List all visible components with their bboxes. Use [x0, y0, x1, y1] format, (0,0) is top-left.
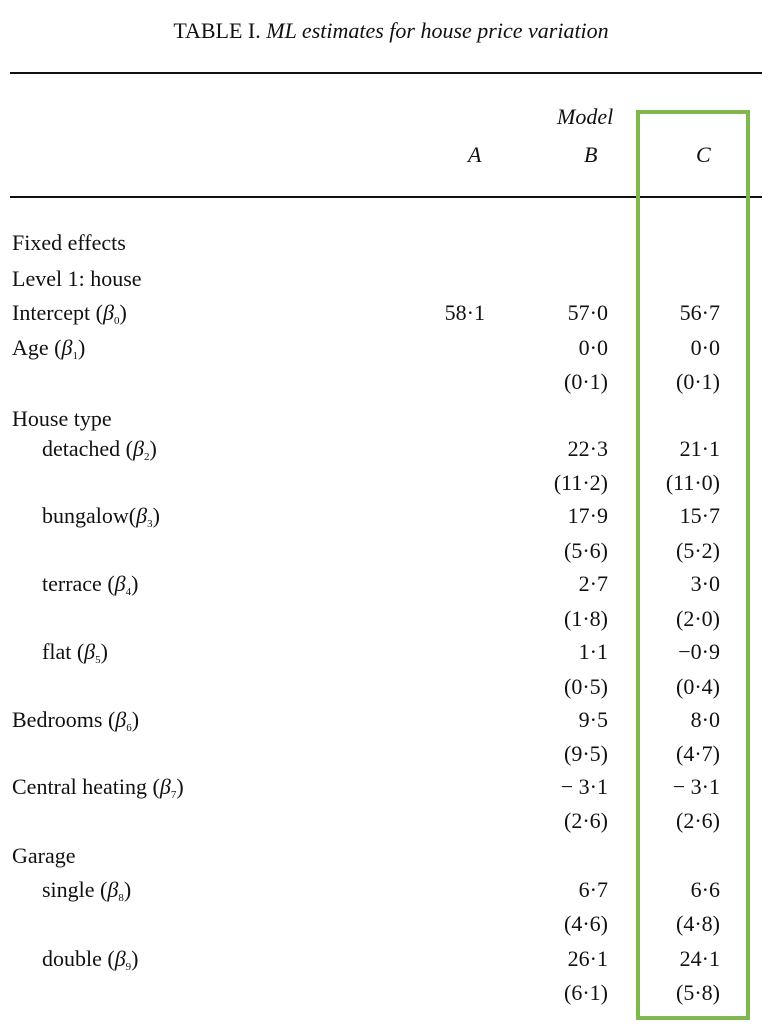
cell-model-b: − 3·1	[560, 774, 608, 799]
close-paren: )	[77, 335, 86, 360]
highlight-box-column-c	[636, 110, 750, 1020]
cell-model-b: 57·0	[567, 300, 608, 325]
close-paren: )	[100, 639, 108, 664]
cell-model-c: (0·1)	[676, 369, 720, 394]
beta-symbol: β	[107, 877, 119, 902]
cell-model-c: 8·0	[690, 707, 720, 732]
beta-subscript: 8	[118, 892, 124, 904]
cell-model-c: − 3·1	[672, 774, 720, 799]
row-label-text: Level 1: house	[12, 266, 142, 291]
cell-model-b: (5·6)	[564, 538, 608, 563]
cell-model-a: 58·1	[444, 300, 485, 325]
cell-model-b: (6·1)	[564, 980, 608, 1005]
row-label-text: Intercept (	[12, 300, 103, 325]
close-paren: )	[119, 300, 127, 325]
close-paren: )	[152, 503, 160, 528]
cell-model-c: (11·0)	[665, 470, 720, 495]
cell-model-b: (0·1)	[564, 369, 608, 394]
beta-subscript: 2	[143, 451, 150, 463]
row-label	[12, 707, 139, 734]
beta-subscript: 1	[72, 350, 78, 362]
cell-model-c: 21·1	[679, 436, 720, 461]
cell-model-b: (11·2)	[553, 470, 608, 495]
row-label	[42, 639, 108, 666]
beta-subscript: 9	[125, 961, 132, 973]
table-title	[0, 18, 782, 44]
beta-symbol: β	[114, 946, 126, 971]
row-label-text: flat (	[42, 639, 85, 664]
cell-model-c: (2·0)	[676, 606, 720, 631]
beta-symbol: β	[115, 707, 127, 732]
beta-subscript: 7	[170, 789, 177, 801]
cell-model-c: 3·0	[690, 571, 720, 596]
row-label-text: Age (	[12, 335, 62, 360]
cell-model-b: 9·5	[578, 707, 608, 732]
cell-model-c: (0·4)	[676, 674, 720, 699]
row-label	[42, 877, 131, 904]
cell-model-c: 15·7	[679, 503, 720, 528]
cell-model-b: 6·7	[578, 877, 608, 902]
row-label-text: single (	[42, 877, 108, 902]
row-label-text: House type	[12, 406, 112, 431]
cell-model-c: 0·0	[690, 335, 720, 360]
cell-model-b: 2·7	[578, 571, 608, 596]
column-header-a: A	[468, 142, 482, 167]
row-label	[12, 774, 184, 801]
beta-symbol: β	[136, 503, 148, 528]
cell-model-b: 26·1	[567, 946, 608, 971]
beta-symbol: β	[133, 436, 144, 461]
cell-model-c: 6·6	[690, 877, 720, 902]
column-header-b: B	[584, 142, 598, 167]
cell-model-b: 22·3	[567, 436, 608, 461]
beta-subscript: 4	[125, 586, 132, 598]
beta-symbol: β	[84, 639, 96, 664]
row-label	[12, 300, 127, 327]
cell-model-b: 17·9	[567, 503, 608, 528]
cell-model-b: 0·0	[578, 335, 608, 360]
cell-model-c: (2·6)	[676, 808, 720, 833]
row-label-text: Bedrooms (	[12, 707, 116, 732]
row-label	[12, 406, 112, 432]
row-label	[42, 436, 157, 463]
beta-subscript: 3	[147, 518, 153, 530]
row-label-text: Garage	[12, 843, 76, 868]
row-label-text: detached (	[42, 436, 133, 461]
cell-model-b: (2·6)	[564, 808, 608, 833]
row-label	[12, 843, 76, 869]
beta-symbol: β	[114, 571, 126, 596]
cell-model-c: (4·7)	[676, 741, 720, 766]
beta-subscript: 0	[113, 315, 120, 327]
cell-model-b: 1·1	[578, 639, 608, 664]
cell-model-b: (1·8)	[564, 606, 608, 631]
close-paren: )	[176, 774, 184, 799]
cell-model-c: 56·7	[679, 300, 720, 325]
row-label	[42, 571, 138, 598]
row-label-text: double (	[42, 946, 115, 971]
row-label	[12, 230, 126, 256]
beta-symbol: β	[61, 335, 73, 360]
table-caption: ML estimates for house price variation	[266, 18, 609, 43]
close-paren: )	[131, 707, 140, 732]
cell-model-b: (4·6)	[564, 911, 608, 936]
close-paren: )	[149, 436, 157, 461]
cell-model-c: (5·2)	[676, 538, 720, 563]
cell-model-c: 24·1	[679, 946, 720, 971]
row-label-text: terrace (	[42, 571, 115, 596]
table-number: TABLE I.	[173, 18, 261, 43]
row-label-text: Central heating (	[12, 774, 160, 799]
row-label	[12, 266, 142, 292]
cell-model-c: −0·9	[678, 639, 720, 664]
cell-model-b: (9·5)	[564, 741, 608, 766]
beta-symbol: β	[159, 774, 171, 799]
cell-model-c: (4·8)	[676, 911, 720, 936]
close-paren: )	[131, 571, 139, 596]
beta-subscript: 5	[95, 654, 101, 666]
cell-model-c: (5·8)	[676, 980, 720, 1005]
cell-model-b: (0·5)	[564, 674, 608, 699]
column-header-c: C	[696, 142, 711, 167]
beta-symbol: β	[103, 300, 114, 325]
row-label	[42, 946, 139, 973]
top-rule	[10, 72, 762, 74]
close-paren: )	[123, 877, 132, 902]
close-paren: )	[131, 946, 139, 971]
row-label	[42, 503, 160, 530]
row-label-text: bungalow(	[42, 503, 137, 528]
beta-subscript: 6	[126, 722, 132, 734]
row-label-text: Fixed effects	[12, 230, 126, 255]
model-header: Model	[557, 104, 614, 129]
row-label	[12, 335, 85, 362]
